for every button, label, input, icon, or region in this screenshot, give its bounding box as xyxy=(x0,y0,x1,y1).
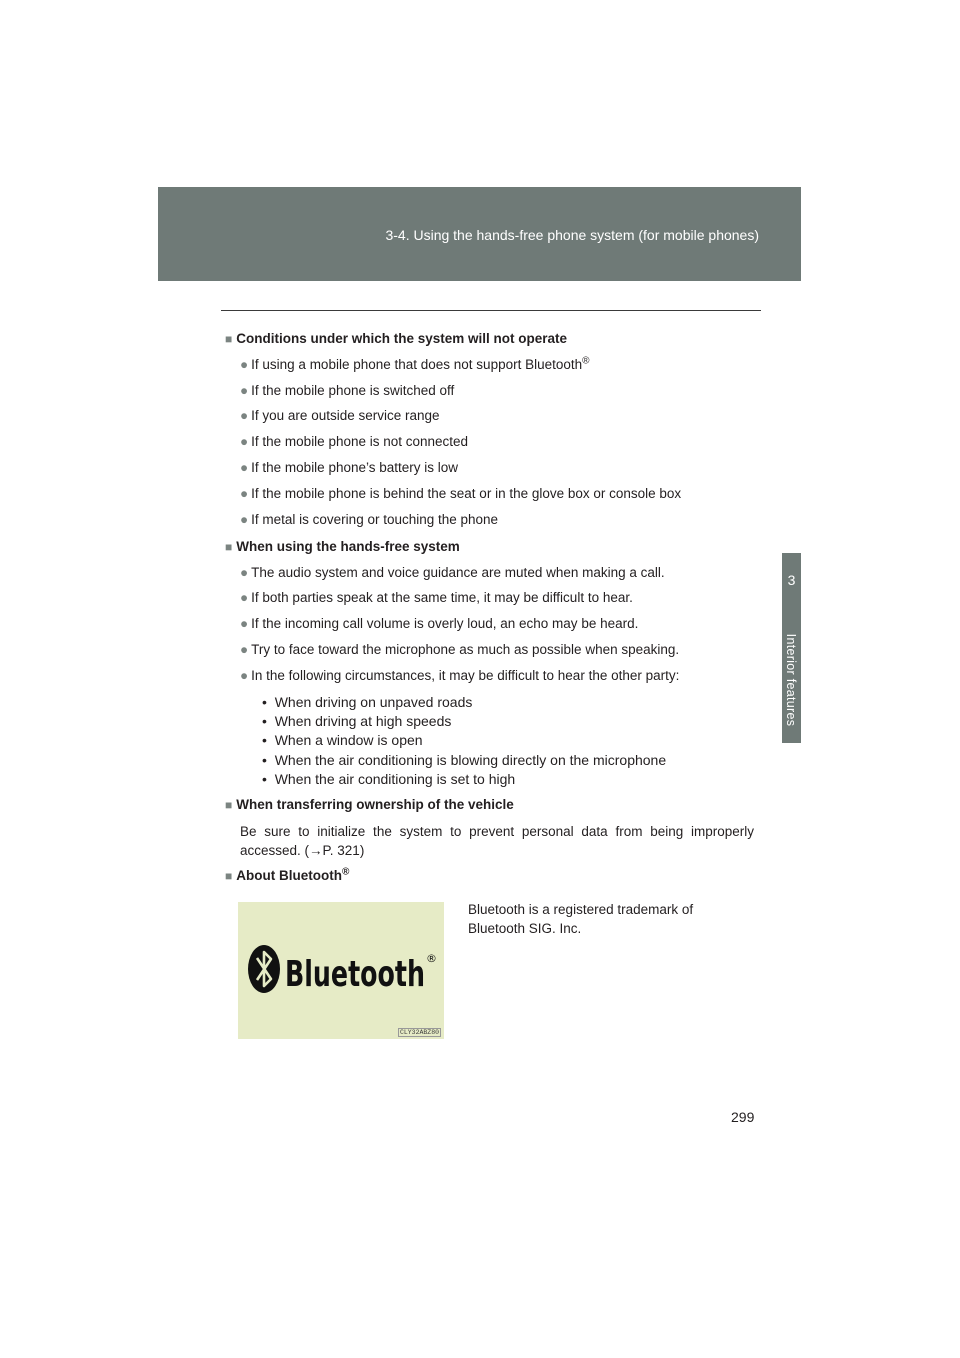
bullet-icon: ● xyxy=(240,642,249,657)
sub-list-item: • When driving on unpaved roads xyxy=(262,694,473,710)
square-bullet-icon: ■ xyxy=(225,540,233,554)
logo-wordmark: Bluetooth xyxy=(285,954,425,995)
list-item: ● If the mobile phone’s battery is low xyxy=(240,460,459,475)
sub-list-item: • When the air conditioning is blowing directly on the microphone xyxy=(262,752,667,768)
sub-list-item: • When driving at high speeds xyxy=(262,713,452,729)
bullet-icon: ● xyxy=(240,565,249,580)
bullet-icon: ● xyxy=(240,668,249,683)
list-item: ● If both parties speak at the same time, it may be difficult to hear. xyxy=(240,590,633,605)
bullet-icon: ● xyxy=(240,616,249,631)
bluetooth-logo-image xyxy=(238,902,444,1039)
square-bullet-icon: ■ xyxy=(225,332,233,346)
section-heading: ■ About Bluetooth® xyxy=(225,866,350,883)
image-code: CLY32ABZ80 xyxy=(399,1029,439,1036)
bullet-icon: ● xyxy=(240,408,249,423)
section-heading: ■ Conditions under which the system will not operate xyxy=(225,331,568,346)
list-item: ● Try to face toward the microphone as much as possible when speaking. xyxy=(240,642,680,657)
list-item: ● If using a mobile phone that does not support Bluetooth® xyxy=(240,355,590,372)
registered-mark: ® xyxy=(341,866,350,878)
list-item: ● If you are outside service range xyxy=(240,408,440,423)
square-bullet-icon: ■ xyxy=(225,798,233,812)
trademark-caption: Bluetooth is a registered trademark of Bluetooth SIG. Inc. xyxy=(468,902,694,936)
chapter-number: 3 xyxy=(787,572,796,588)
list-item: ● If the mobile phone is switched off xyxy=(240,383,455,398)
logo-registered-mark: ® xyxy=(426,952,437,965)
bullet-icon: ● xyxy=(240,590,249,605)
chapter-header-band xyxy=(158,187,801,281)
list-item: ● If the mobile phone is not connected xyxy=(240,434,469,449)
chapter-label: Interior features xyxy=(784,633,798,727)
bullet-icon: ● xyxy=(240,434,249,449)
registered-mark: ® xyxy=(582,355,590,367)
section-heading: ■ When transferring ownership of the vehicle xyxy=(225,797,514,812)
sub-list-item: • When a window is open xyxy=(262,732,423,748)
list-item: ● In the following circumstances, it may be difficult to hear the other party: xyxy=(240,668,680,683)
section-paragraph: Be sure to initialize the system to prevent personal data from being improperly accessed. (→P. 321) xyxy=(240,824,754,858)
list-item: ● The audio system and voice guidance are muted when making a call. xyxy=(240,565,665,580)
section-heading: ■ When using the hands-free system xyxy=(225,539,460,554)
list-item: ● If the incoming call volume is overly loud, an echo may be heard. xyxy=(240,616,639,631)
bullet-icon: ● xyxy=(240,357,249,372)
sub-list-item: • When the air conditioning is set to high xyxy=(262,771,516,787)
chapter-title: 3-4. Using the hands-free phone system (for mobile phones) xyxy=(385,227,759,243)
square-bullet-icon: ■ xyxy=(225,869,233,883)
bullet-icon: ● xyxy=(240,383,249,398)
page-number: 299 xyxy=(731,1109,755,1125)
bullet-icon: ● xyxy=(240,460,249,475)
list-item: ● If metal is covering or touching the phone xyxy=(240,512,499,527)
bullet-icon: ● xyxy=(240,512,249,527)
bullet-icon: ● xyxy=(240,486,249,501)
bluetooth-logo-icon xyxy=(238,902,444,1039)
section-divider xyxy=(221,310,761,311)
list-item: ● If the mobile phone is behind the seat or in the glove box or console box xyxy=(240,486,682,501)
